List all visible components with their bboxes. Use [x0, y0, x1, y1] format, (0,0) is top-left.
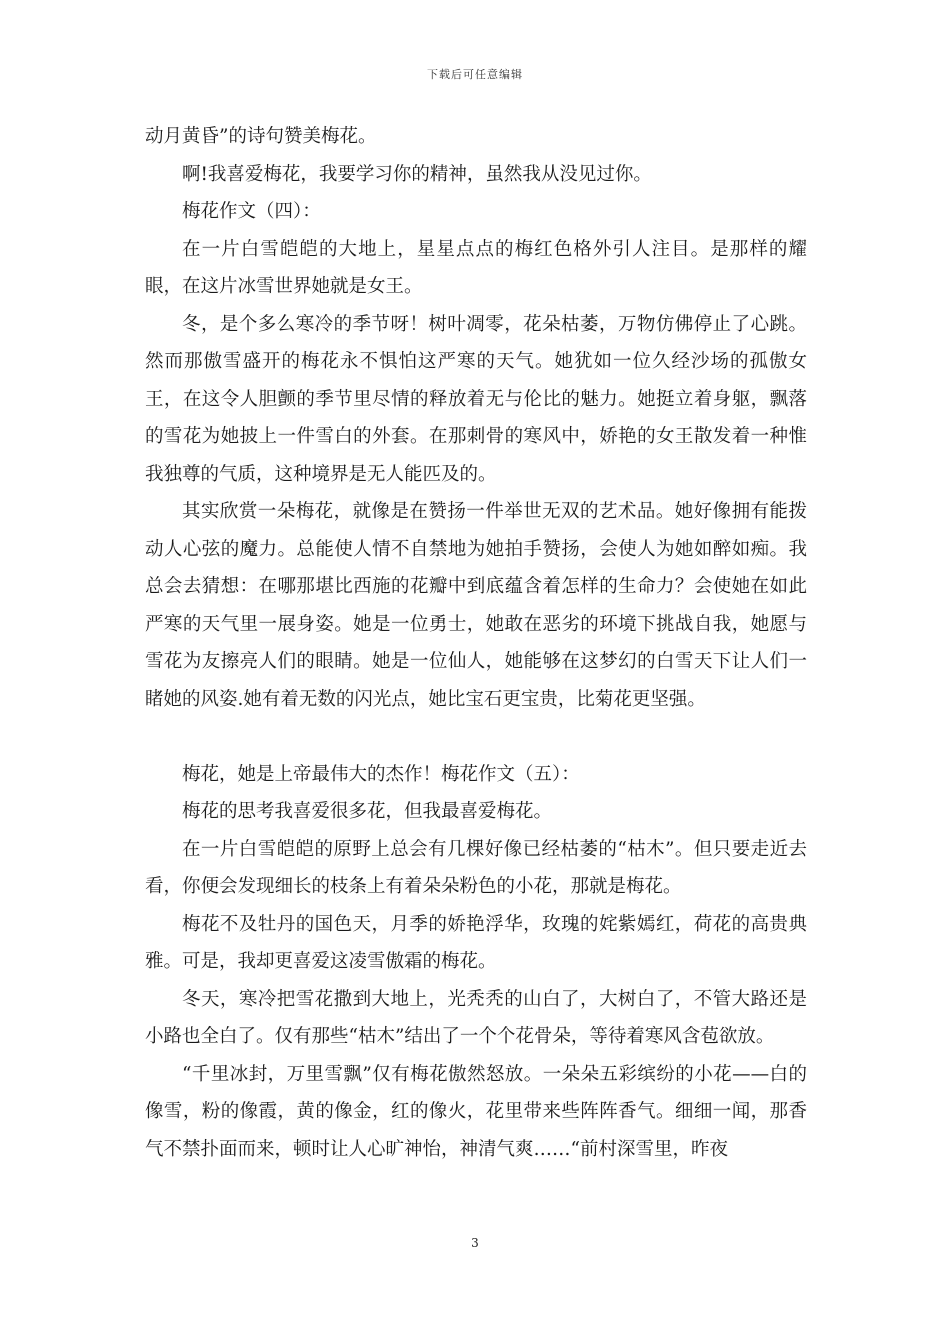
paragraph: 动月黄昏”的诗句赞美梅花。 [145, 126, 377, 147]
paragraph: 在一片白雪皑皑的大地上，星星点点的梅红色格外引人注目。是那样的耀眼，在这片冰雪世界她就是女王。 [145, 238, 807, 297]
paragraph: 冬，是个多么寒冷的季节呀！树叶凋零，花朵枯萎，万物仿佛停止了心跳。然而那傲雪盛开的梅花永不惧怕这严寒的天气。她犹如一位久经沙场的孤傲女王，在这令人胆颤的季节里尽情的释放着无与伦比的魅力。她挺立着身躯，飘落的雪花为她披上一件雪白的外套。在那刺骨的寒风中，娇艳的女王散发着一种惟我独尊的气质，这种境界是无人能匹及的。 [145, 313, 807, 485]
page-header: 下载后可任意编辑 [427, 68, 523, 81]
section-heading: 梅花，她是上帝最伟大的杰作！梅花作文（五）： [182, 763, 580, 785]
paragraph: 其实欣赏一朵梅花，就像是在赞扬一件举世无双的艺术品。她好像拥有能拨动人心弦的魔力。总能使人情不自禁地为她拍手赞扬，会使人为她如醉如痴。我总会去猜想：在哪那堪比西施的花瓣中到底蕴含着怎样的生命力？会使她在如此严寒的天气里一展身姿。她是一位勇士，她敢在恶劣的环境下挑战自我，她愿与雪花为友擦亮人们的眼睛。她是一位仙人，她能够在这梦幻的白雪天下让人们一睹她的风姿.她有着无数的闪光点，她比宝石更宝贵，比菊花更坚强。 [145, 501, 807, 710]
paragraph: “千里冰封，万里雪飘”仅有梅花傲然怒放。一朵朵五彩缤纷的小花——白的像雪，粉的像霞，黄的像金，红的像火，花里带来些阵阵香气。细细一闻，那香气不禁扑面而来，顿时让人心旷神怡，神清气爽……“前村深雪里，昨夜 [145, 1063, 807, 1160]
paragraph: 冬天，寒冷把雪花撒到大地上，光秃秃的山白了，大树白了，不管大路还是小路也全白了。仅有那些“枯木”结出了一个个花骨朵，等待着寒风含苞欲放。 [145, 988, 807, 1047]
page-number: 3 [471, 1236, 479, 1250]
paragraph: 梅花不及牡丹的国色天，月季的娇艳浮华，玫瑰的姹紫嫣红，荷花的高贵典雅。可是，我却更喜爱这凌雪傲霜的梅花。 [145, 913, 807, 972]
paragraph-gap [145, 718, 807, 756]
section-heading: 梅花作文（四）： [182, 201, 321, 222]
document-body [145, 118, 807, 1168]
paragraph: 梅花的思考我喜爱很多花，但我最喜爱梅花。 [182, 801, 553, 822]
paragraph: 啊!我喜爱梅花，我要学习你的精神，虽然我从没见过你。 [182, 163, 652, 185]
paragraph: 在一片白雪皑皑的原野上总会有几棵好像已经枯萎的“枯木”。但只要走近去看，你便会发现细长的枝条上有着朵朵粉色的小花，那就是梅花。 [145, 838, 807, 897]
